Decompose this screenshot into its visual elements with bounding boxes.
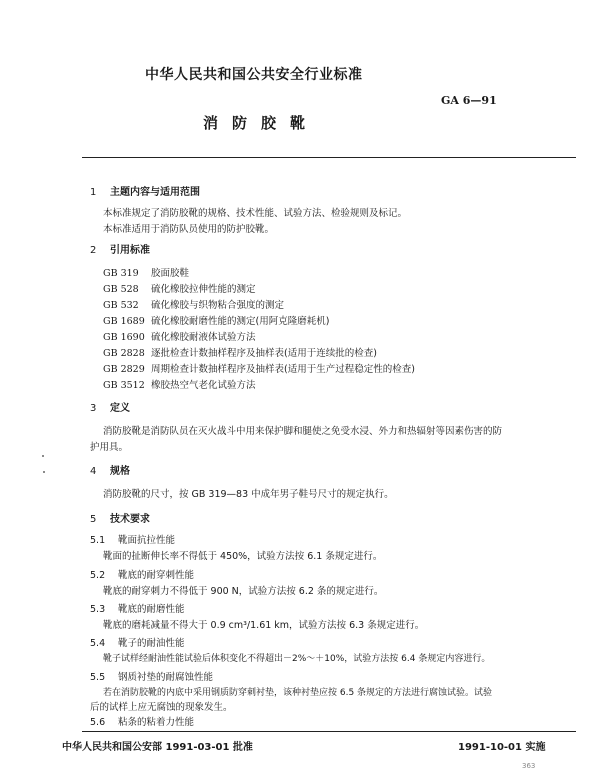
standard-category: 中华人民共和国公共安全行业标准 [145, 67, 363, 83]
reference-code: GB 1689 [103, 316, 145, 327]
clause-text: 靴底的磨耗减量不得大于 0.9 cm³/1.61 km，试验方法按 6.3 条规定进行。 [103, 620, 425, 631]
section-3-title: 定义 [110, 403, 130, 414]
section-4-paragraph: 消防胶靴的尺寸，按 GB 319—83 中成年男子鞋号尺寸的规定执行。 [103, 489, 394, 500]
section-3-paragraph-line-2: 护用具。 [90, 442, 129, 453]
section-2-title: 引用标准 [110, 245, 150, 256]
section-5-heading [90, 513, 150, 526]
clause-heading [90, 637, 185, 650]
reference-title: 逐批检查计数抽样程序及抽样表(适用于连续批的检查) [151, 348, 377, 359]
page-number: 363 [522, 762, 536, 770]
implementation-line: 1991-10-01 实施 [458, 742, 546, 753]
section-2-heading [90, 244, 150, 257]
scan-speck [43, 471, 45, 473]
reference-item [103, 347, 377, 360]
section-1-number: 1 [90, 187, 97, 198]
reference-code: GB 532 [103, 300, 139, 311]
clause-title: 靴底的耐穿刺性能 [118, 570, 195, 581]
reference-code: GB 319 [103, 268, 139, 279]
clause-title: 靴底的耐磨性能 [118, 604, 185, 615]
clause-number: 5.2 [90, 570, 106, 581]
footer-rule [82, 731, 576, 732]
reference-title: 硫化橡胶拉伸性能的测定 [151, 284, 256, 295]
section-1-title: 主题内容与适用范围 [110, 187, 200, 198]
reference-title: 橡胶热空气老化试验方法 [151, 380, 256, 391]
reference-item [103, 283, 256, 296]
clause-number: 5.4 [90, 638, 106, 649]
clause-title: 钢质衬垫的耐腐蚀性能 [118, 672, 214, 683]
reference-item [103, 363, 415, 376]
reference-title: 胶面胶鞋 [151, 268, 190, 279]
clause-title: 靴子的耐油性能 [118, 638, 185, 649]
clause-text: 靴面的扯断伸长率不得低于 450%，试验方法按 6.1 条规定进行。 [103, 551, 383, 562]
standard-code: GA 6—91 [441, 94, 497, 107]
clause-heading [90, 569, 194, 582]
clause-number: 5.6 [90, 717, 106, 728]
section-3-paragraph-line-1: 消防胶靴是消防队员在灭火战斗中用来保护脚和腿使之免受水浸、外力和热辐射等因素伤害的防 [103, 426, 503, 437]
reference-title: 周期检查计数抽样程序及抽样表(适用于生产过程稳定性的检查) [151, 364, 415, 375]
clause-number: 5.3 [90, 604, 106, 615]
clause-number: 5.5 [90, 672, 106, 683]
reference-title: 硫化橡胶与织物粘合强度的测定 [151, 300, 285, 311]
section-4-heading [90, 465, 130, 478]
reference-code: GB 2828 [103, 348, 145, 359]
document-title: 消防胶靴 [203, 114, 320, 132]
section-5-number: 5 [90, 514, 97, 525]
clause-text: 靴子试样经耐油性能试验后体积变化不得超出－2%～＋10%，试验方法按 6.4 条规定内容进行。 [103, 654, 491, 664]
section-4-number: 4 [90, 466, 97, 477]
clause-heading [90, 671, 213, 684]
clause-text: 后的试样上应无腐蚀的现象发生。 [90, 702, 233, 713]
section-2-number: 2 [90, 245, 97, 256]
reference-item [103, 315, 329, 328]
clause-text: 靴底的耐穿刺力不得低于 900 N，试验方法按 6.2 条的规定进行。 [103, 586, 384, 597]
section-4-title: 规格 [110, 466, 130, 477]
section-5-title: 技术要求 [110, 514, 150, 525]
reference-title: 硫化橡胶耐磨性能的测定(用阿克隆磨耗机) [151, 316, 330, 327]
clause-title: 靴面抗拉性能 [118, 535, 176, 546]
reference-code: GB 528 [103, 284, 139, 295]
reference-code: GB 1690 [103, 332, 145, 343]
section-3-heading [90, 402, 130, 415]
reference-code: GB 3512 [103, 380, 145, 391]
header-rule [82, 157, 576, 158]
section-1-paragraph-1: 本标准规定了消防胶靴的规格、技术性能、试验方法、检验规则及标记。 [103, 208, 408, 219]
section-1-heading [90, 186, 200, 199]
clause-heading [90, 534, 175, 547]
reference-item [103, 299, 284, 312]
reference-title: 硫化橡胶耐液体试验方法 [151, 332, 256, 343]
section-3-number: 3 [90, 403, 97, 414]
scan-speck [42, 455, 44, 457]
section-1-paragraph-2: 本标准适用于消防队员使用的防护胶靴。 [103, 224, 275, 235]
reference-item [103, 331, 256, 344]
reference-item [103, 267, 189, 280]
clause-heading [90, 603, 185, 616]
reference-item [103, 379, 256, 392]
clause-title: 粘条的粘着力性能 [118, 717, 195, 728]
clause-heading [90, 716, 194, 729]
approval-line: 中华人民共和国公安部 1991-03-01 批准 [62, 742, 253, 753]
clause-number: 5.1 [90, 535, 106, 546]
reference-code: GB 2829 [103, 364, 145, 375]
clause-text: 若在消防胶靴的内底中采用钢质防穿刺衬垫，该种衬垫应按 6.5 条规定的方法进行腐蚀试验。试验 [103, 688, 493, 698]
